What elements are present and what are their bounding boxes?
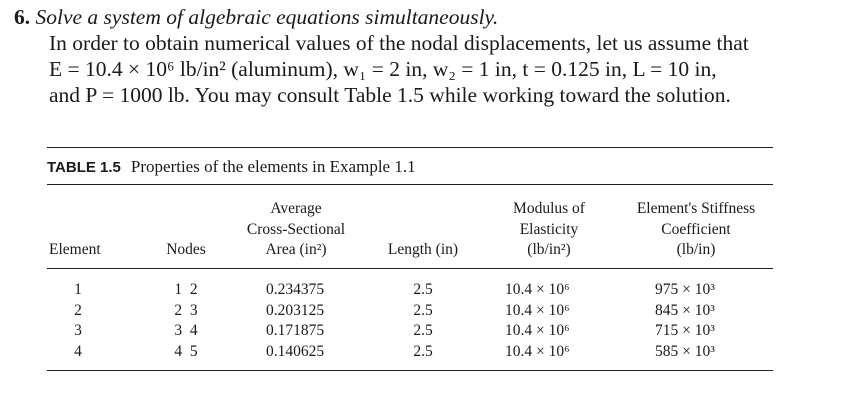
cell-stiffness: 585 × 10³	[655, 342, 715, 360]
cell-nodes: 3 4	[174, 322, 198, 339]
column-element	[68, 280, 88, 362]
header-stiffness-line-1: Element's Stiffness	[636, 200, 756, 217]
problem-step	[14, 4, 794, 108]
problem-body	[14, 30, 794, 108]
table-caption-text: Properties of the elements in Example 1.1	[130, 157, 416, 176]
header-stiffness-line-3: (lb/in)	[676, 241, 716, 258]
header-length: Length (in)	[387, 241, 459, 258]
column-nodes	[160, 280, 212, 362]
problem-body-line-3: and P = 1000 lb. You may consult Table 1.5 while working toward the solution.	[49, 83, 731, 107]
cell-element: 3	[74, 322, 82, 339]
table-caption-rule	[47, 184, 773, 185]
cell-nodes: 1 2	[174, 281, 198, 298]
problem-title: Solve a system of algebraic equations simultaneously.	[35, 5, 499, 29]
cell-area: 0.140625	[266, 342, 325, 360]
table-top-rule	[47, 147, 773, 148]
cell-modulus: 10.4 × 10⁶	[505, 342, 570, 360]
table-header-rule	[47, 268, 773, 269]
cell-length: 2.5	[413, 301, 433, 319]
cell-area: 0.203125	[266, 301, 325, 319]
header-stiffness	[618, 199, 774, 261]
column-length	[398, 280, 448, 362]
problem-number: 6.	[14, 5, 31, 29]
cell-stiffness: 715 × 10³	[655, 322, 715, 339]
header-area-line-3: Area (in²)	[265, 241, 327, 258]
header-nodes: Nodes	[166, 241, 206, 258]
cell-area: 0.234375	[266, 281, 325, 298]
problem-body-line-2: E = 10.4 × 10⁶ lb/in² (aluminum), w₁ = 2 in, w₂ = 1 in, t = 0.125 in, L = 10 in,	[49, 57, 717, 81]
header-area-line-1: Average	[270, 200, 322, 217]
cell-element: 4	[74, 342, 82, 360]
header-modulus	[495, 199, 603, 261]
problem-body-line-1: In order to obtain numerical values of the nodal displacements, let us assume that	[49, 31, 749, 55]
column-area	[266, 280, 346, 362]
cell-length: 2.5	[413, 281, 433, 298]
column-modulus	[505, 280, 601, 362]
header-modulus-line-1: Modulus of	[513, 200, 585, 217]
header-area-line-2: Cross-Sectional	[246, 220, 346, 238]
table-label: TABLE 1.5	[47, 159, 121, 176]
column-stiffness	[655, 280, 745, 362]
header-modulus-line-2: Elasticity	[519, 220, 579, 238]
cell-nodes: 4 5	[174, 342, 198, 360]
problem-heading	[14, 4, 794, 30]
cell-modulus: 10.4 × 10⁶	[505, 301, 570, 319]
header-area	[226, 199, 366, 261]
cell-length: 2.5	[413, 322, 433, 339]
table-caption	[47, 157, 416, 177]
cell-stiffness: 845 × 10³	[655, 301, 715, 319]
header-element: Element	[49, 241, 101, 258]
cell-stiffness: 975 × 10³	[655, 281, 715, 298]
header-stiffness-line-2: Coefficient	[661, 220, 731, 238]
cell-nodes: 2 3	[174, 301, 198, 319]
cell-modulus: 10.4 × 10⁶	[505, 281, 570, 298]
cell-element: 1	[74, 281, 82, 298]
cell-area: 0.171875	[266, 322, 325, 339]
header-modulus-line-3: (lb/in²)	[527, 241, 571, 258]
cell-modulus: 10.4 × 10⁶	[505, 322, 570, 339]
cell-length: 2.5	[413, 342, 433, 360]
table-bottom-rule	[47, 370, 773, 371]
cell-element: 2	[74, 301, 82, 319]
